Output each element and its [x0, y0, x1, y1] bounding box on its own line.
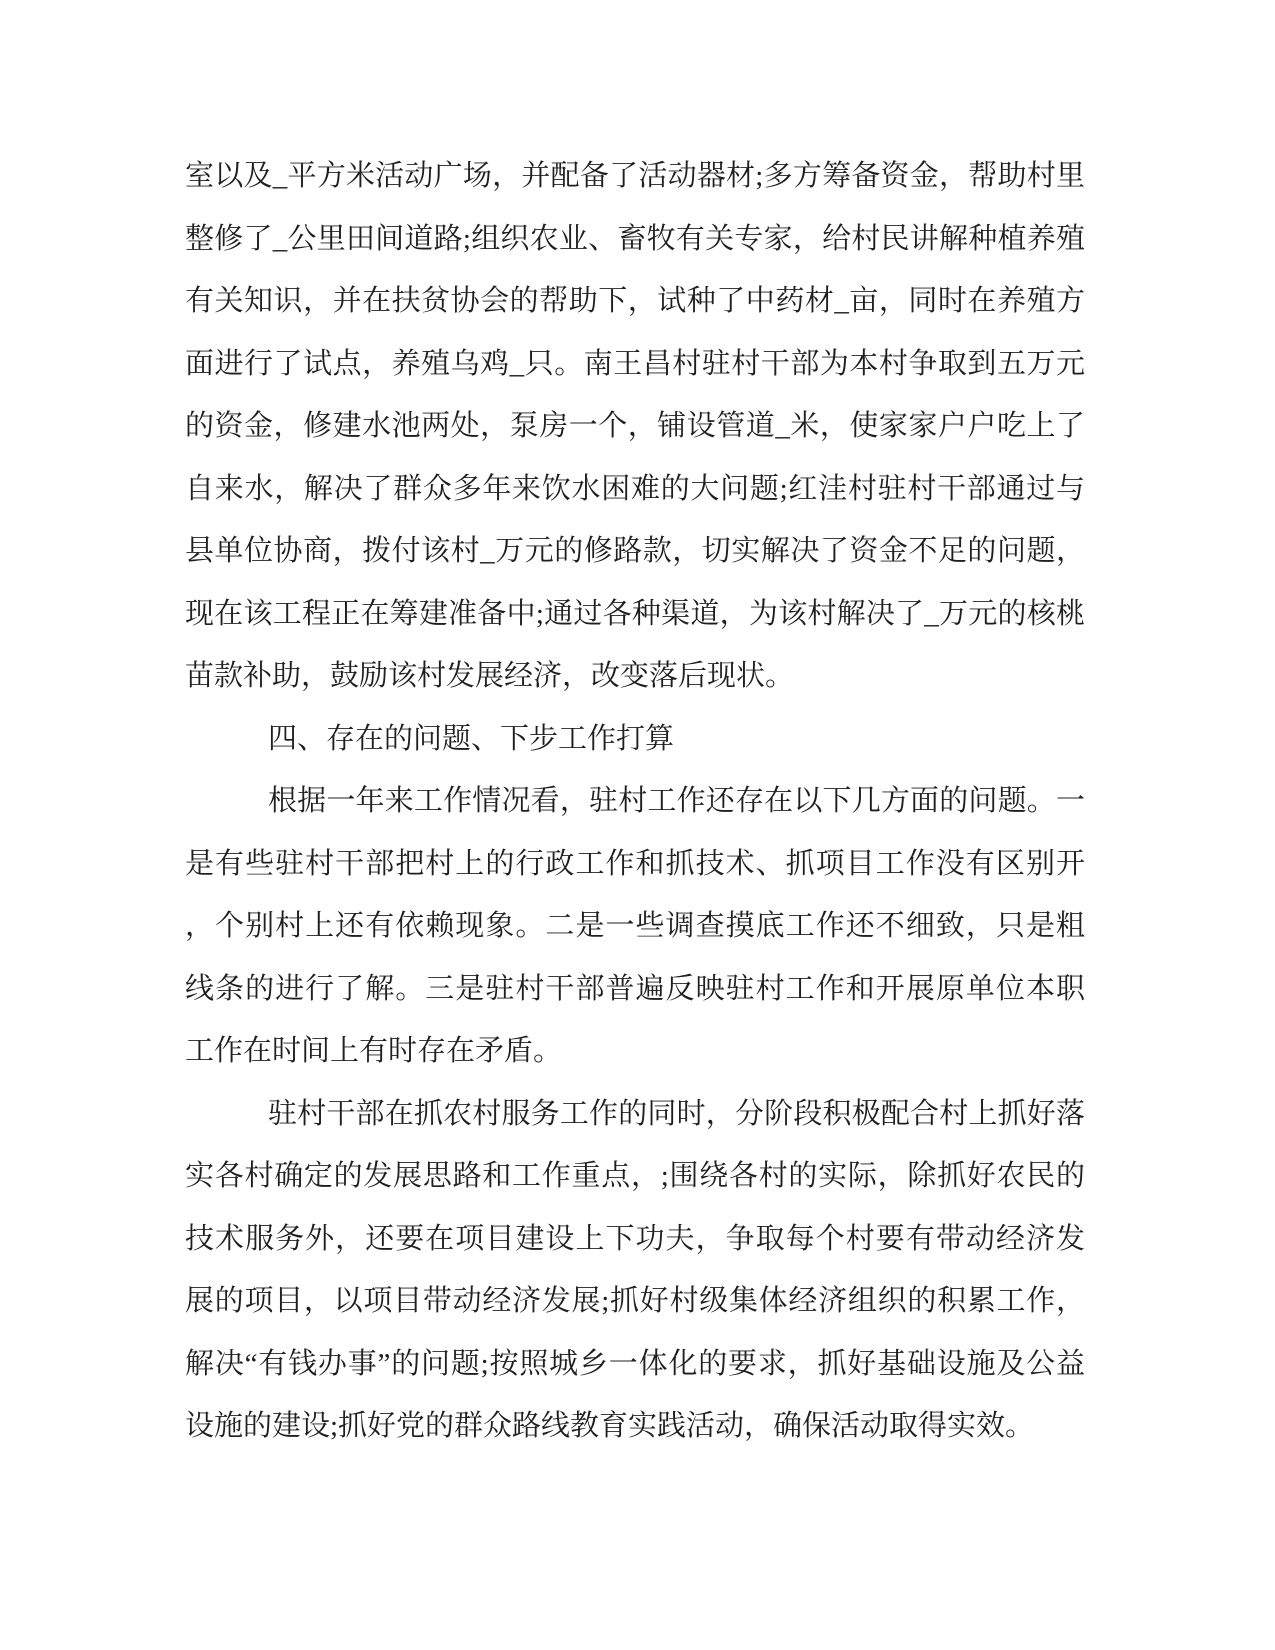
text-line: 有关知识，并在扶贫协会的帮助下，试种了中药材_亩，同时在养殖方: [185, 285, 1085, 317]
text-line: 的资金，修建水池两处，泵房一个，铺设管道_米，使家家户户吃上了: [185, 410, 1085, 442]
text-line: 驻村干部在抓农村服务工作的同时，分阶段积极配合村上抓好落: [268, 1097, 1085, 1130]
text-line: 室以及_平方米活动广场，并配备了活动器材;多方筹备资金，帮助村里: [185, 160, 1085, 192]
text-line: 县单位协商，拨付该村_万元的修路款，切实解决了资金不足的问题，: [185, 535, 1085, 567]
text-line: 线条的进行了解。三是驻村干部普遍反映驻村工作和开展原单位本职: [185, 972, 1085, 1005]
text-line: 整修了_公里田间道路;组织农业、畜牧有关专家，给村民讲解种植养殖: [185, 222, 1085, 255]
text-line: 面进行了试点，养殖乌鸡_只。南王昌村驻村干部为本村争取到五万元: [185, 347, 1085, 380]
document-content: [185, 145, 1085, 1458]
text-line: 解决“有钱办事”的问题;按照城乡一体化的要求，抓好基础设施及公益: [185, 1347, 1085, 1380]
text-line: 四、存在的问题、下步工作打算: [268, 722, 675, 755]
text-line: 苗款补助，鼓励该村发展经济，改变落后现状。: [185, 660, 795, 692]
text-line: 设施的建设;抓好党的群众路线教育实践活动，确保活动取得实效。: [185, 1410, 1035, 1442]
text-line: 实各村确定的发展思路和工作重点，;围绕各村的实际，除抓好农民的: [185, 1160, 1085, 1192]
text-line: 工作在时间上有时存在矛盾。: [185, 1035, 563, 1067]
text-line: 展的项目，以项目带动经济发展;抓好村级集体经济组织的积累工作，: [185, 1285, 1085, 1317]
text-line: 根据一年来工作情况看，驻村工作还存在以下几方面的问题。一: [268, 785, 1085, 817]
text-line: 技术服务外，还要在项目建设上下功夫，争取每个村要有带动经济发: [185, 1222, 1085, 1255]
text-line: ，个别村上还有依赖现象。二是一些调查摸底工作还不细致，只是粗: [185, 910, 1085, 942]
text-line: 自来水，解决了群众多年来饮水困难的大问题;红洼村驻村干部通过与: [185, 472, 1085, 505]
text-line: 是有些驻村干部把村上的行政工作和抓技术、抓项目工作没有区别开: [185, 847, 1085, 880]
text-line: 现在该工程正在筹建准备中;通过各种渠道，为该村解决了_万元的核桃: [185, 597, 1085, 630]
